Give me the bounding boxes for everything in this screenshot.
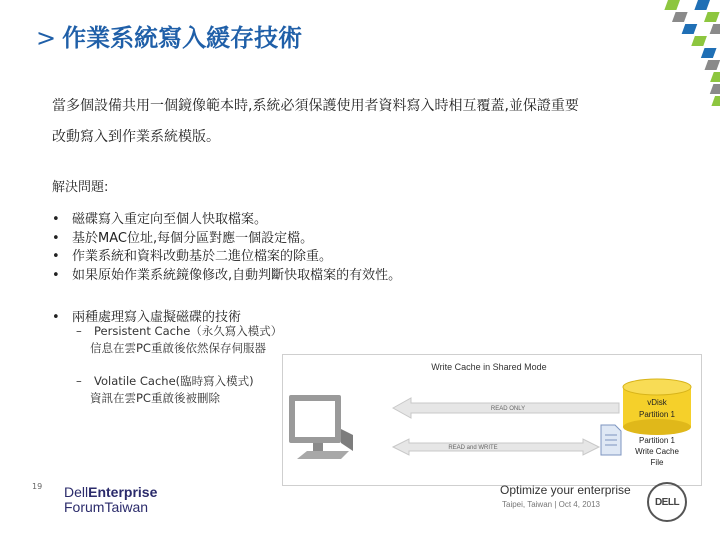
- dell-logo-icon: DELL: [647, 482, 687, 522]
- logo-word: Taiwan: [104, 499, 149, 515]
- logo-word: Dell: [64, 484, 89, 500]
- list-item: [52, 264, 401, 283]
- bullet-marker: •: [52, 230, 60, 246]
- intro-line-1: 當多個設備共用一個鏡像範本時,系統必須保護使用者資料寫入時相互覆蓋,並保證重要: [52, 98, 579, 114]
- bullet-marker: •: [52, 212, 60, 227]
- list-item: [52, 245, 401, 264]
- slide-title-text: 作業系統寫入緩存技術: [62, 24, 303, 52]
- deco-tile: [710, 24, 720, 34]
- bullet-text: 磁碟寫入重定向至個人快取檔案。: [72, 212, 268, 227]
- event-info: Taipei, Taiwan | Oct 4, 2013: [502, 500, 600, 509]
- diagram-heading: Write Cache in Shared Mode: [431, 362, 547, 372]
- deco-tile: [672, 12, 688, 22]
- dell-enterprise-forum-logo: [64, 485, 157, 515]
- document-icon: [601, 425, 621, 455]
- intro-line-2: 改動寫入到作業系統模版。: [52, 129, 220, 145]
- cache-label-1: Partition 1: [638, 436, 676, 445]
- vdisk-label-2: Partition 1: [638, 410, 676, 419]
- monitor-icon: [289, 395, 353, 459]
- bullet-list: [52, 208, 401, 282]
- bullet-text: 如果原始作業系統鏡像修改,自動判斷快取檔案的有效性。: [72, 267, 402, 283]
- sub-item-volatile: [76, 373, 254, 407]
- deco-tile: [710, 72, 720, 82]
- deco-tile: [664, 0, 680, 10]
- deco-tile: [682, 24, 698, 34]
- write-cache-diagram: [282, 354, 702, 486]
- bullet-marker: •: [52, 267, 60, 283]
- bullet-text: 兩種處理寫入虛擬磁碟的技術: [72, 310, 242, 325]
- deco-tile: [691, 36, 707, 46]
- sub-item-title: Volatile Cache(臨時寫入模式): [94, 374, 254, 388]
- page-number: 19: [32, 482, 43, 491]
- sub-item-persistent: [76, 323, 282, 357]
- vdisk-label-1: vDisk: [647, 398, 667, 407]
- cache-label-3: File: [650, 458, 664, 467]
- deco-tile: [694, 0, 710, 10]
- vdisk-cylinder-icon: [623, 379, 691, 435]
- bullet-marker: •: [52, 310, 60, 325]
- section-heading: 解決問題:: [52, 180, 109, 195]
- corner-decoration: [630, 0, 720, 120]
- list-item: [52, 227, 401, 246]
- bullet-text: 作業系統和資料改動基於二進位檔案的除重。: [72, 249, 333, 264]
- logo-word: Enterprise: [88, 484, 158, 500]
- read-only-label: READ ONLY: [490, 406, 526, 412]
- cache-label-2: Write Cache: [635, 447, 679, 456]
- deco-tile: [710, 84, 720, 94]
- logo-word: Forum: [64, 499, 105, 515]
- tagline: Optimize your enterprise: [500, 483, 631, 497]
- bullet-marker: •: [52, 249, 60, 264]
- bullet-text: 基於MAC位址,每個分區對應一個設定檔。: [72, 230, 314, 246]
- sub-item-desc: 資訊在雲PC重啟後被刪除: [90, 391, 220, 405]
- sub-item-desc: 信息在雲PC重啟後依然保存伺服器: [90, 341, 266, 355]
- deco-tile: [705, 60, 720, 70]
- list-item: [52, 208, 401, 227]
- sub-item-title: Persistent Cache（永久寫入模式）: [94, 324, 283, 338]
- deco-tile: [704, 12, 720, 22]
- chevron-right-icon: >: [36, 24, 57, 52]
- dash-marker: –: [76, 324, 82, 338]
- dash-marker: –: [76, 374, 82, 388]
- deco-tile: [701, 48, 717, 58]
- read-write-label: READ and WRITE: [448, 445, 498, 451]
- slide-title: [36, 18, 302, 53]
- deco-tile: [711, 96, 720, 106]
